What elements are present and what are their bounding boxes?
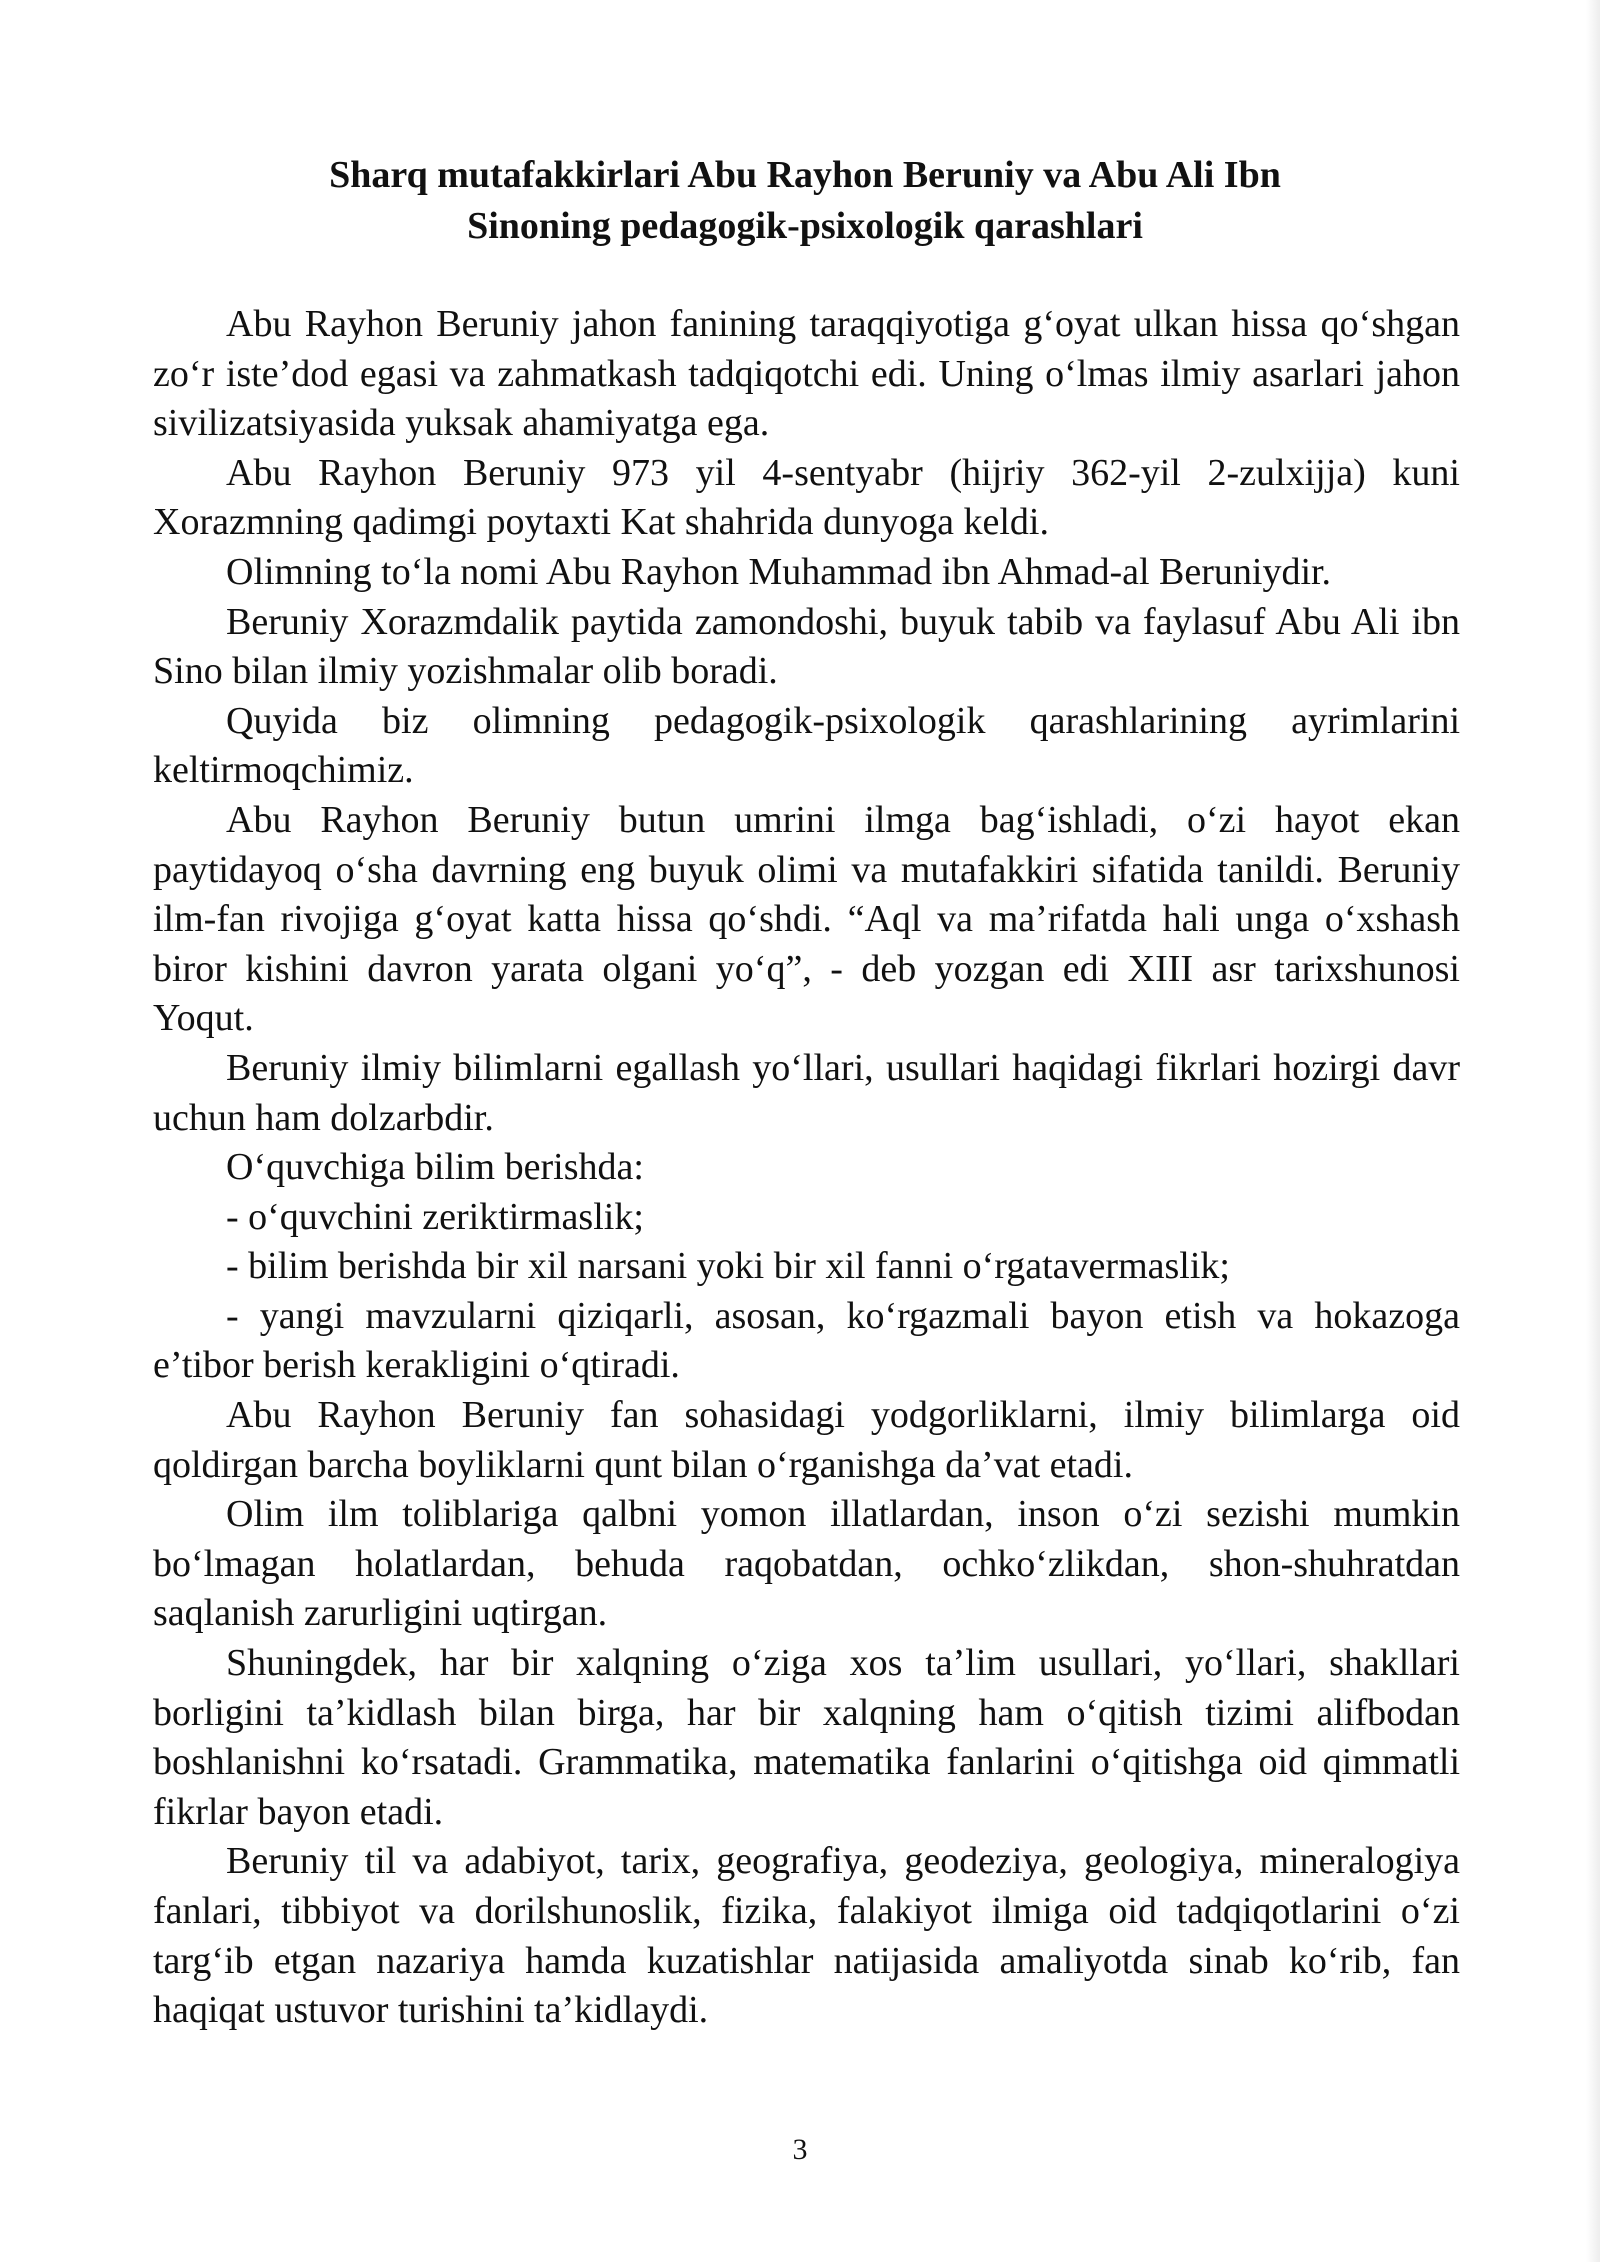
list-item: - o‘quvchini zeriktirmaslik; <box>226 1195 644 1238</box>
paragraph: Shuningdek, har bir xalqning o‘ziga xos ta’lim usullari, yo‘llari, shakllari borligini ta’kidlash bilan birga, har bir xalqning ham o‘qitish tizimi alifbodan boshlanishni ko‘rsatadi. Grammatika, matematika fanlarini o‘qitishga oid qimmatli fikrlar bayon etadi. <box>153 1642 1460 1833</box>
paragraph: Quyida biz olimning pedagogik-psixologik qarashlarining ayrimlarini keltirmoqchimiz. <box>153 699 1460 792</box>
paragraph: Beruniy Xorazmdalik paytida zamondoshi, buyuk tabib va faylasuf Abu Ali ibn Sino bilan ilmiy yozishmalar olib boradi. <box>153 600 1460 693</box>
paragraph: Beruniy ilmiy bilimlarni egallash yo‘llari, usullari haqidagi fikrlari hozirgi davr uchun ham dolzarbdir. <box>153 1046 1460 1139</box>
title-line-2: Sinoning pedagogik-psixologik qarashlari <box>467 205 1143 247</box>
paragraph: Olimning to‘la nomi Abu Rayhon Muhammad ibn Ahmad-al Beruniydir. <box>226 550 1332 593</box>
list-item: - bilim berishda bir xil narsani yoki bir xil fanni o‘rgatavermaslik; <box>226 1245 1230 1288</box>
title-line-1: Sharq mutafakkirlari Abu Rayhon Beruniy va Abu Ali Ibn <box>329 154 1281 196</box>
paragraph: Olim ilm toliblariga qalbni yomon illatlardan, inson o‘zi sezishi mumkin bo‘lmagan holatlardan, behuda raqobatdan, ochko‘zlikdan, shon-shuhratdan saqlanish zarurligini uqtirgan. <box>153 1493 1460 1635</box>
paragraph: Abu Rayhon Beruniy fan sohasidagi yodgorliklarni, ilmiy bilimlarga oid qoldirgan barcha boyliklarni qunt bilan o‘rganishga da’vat etadi. <box>153 1394 1460 1486</box>
paragraph: Abu Rayhon Beruniy butun umrini ilmga bag‘ishladi, o‘zi hayot ekan paytidayoq o‘sha davrning eng buyuk olimi va mutafakkiri sifatida tanildi. Beruniy ilm-fan rivojiga g‘oyat katta hissa qo‘shdi. “Aql va ma’rifatda hali unga o‘xshash biror kishini davron yarata olgani yo‘q”, - deb yozgan edi XIII asr tarixshunosi Yoqut. <box>153 798 1460 1040</box>
paragraph: Beruniy til va adabiyot, tarix, geografiya, geodeziya, geologiya, mineralogiya fanlari, tibbiyot va dorilshunoslik, fizika, falakiyot ilmiga oid tadqiqotlarini o‘zi targ‘ib etgan nazariya hamda kuzatishlar natijasida amaliyotda sinab ko‘rib, fan haqiqat ustuvor turishini ta’kidlaydi. <box>153 1840 1460 2032</box>
document-title <box>150 150 1460 252</box>
list-intro: O‘quvchiga bilim berishda: <box>226 1146 644 1189</box>
page-number: 3 <box>792 2133 808 2166</box>
page-edge-shadow <box>1586 0 1600 2262</box>
document-body <box>153 300 1460 2036</box>
paragraph: Abu Rayhon Beruniy jahon fanining taraqqiyotiga g‘oyat ulkan hissa qo‘shgan zo‘r iste’dod egasi va zahmatkash tadqiqotchi edi. Uning o‘lmas ilmiy asarlari jahon sivilizatsiyasida yuksak ahamiyatga ega. <box>153 303 1460 445</box>
list-item: - yangi mavzularni qiziqarli, asosan, ko‘rgazmali bayon etish va hokazoga e’tibor berish kerakligini o‘qtiradi. <box>153 1294 1460 1387</box>
paragraph: Abu Rayhon Beruniy 973 yil 4-sentyabr (hijriy 362-yil 2-zulxijja) kuni Xorazmning qadimgi poytaxti Kat shahrida dunyoga keldi. <box>153 451 1460 544</box>
